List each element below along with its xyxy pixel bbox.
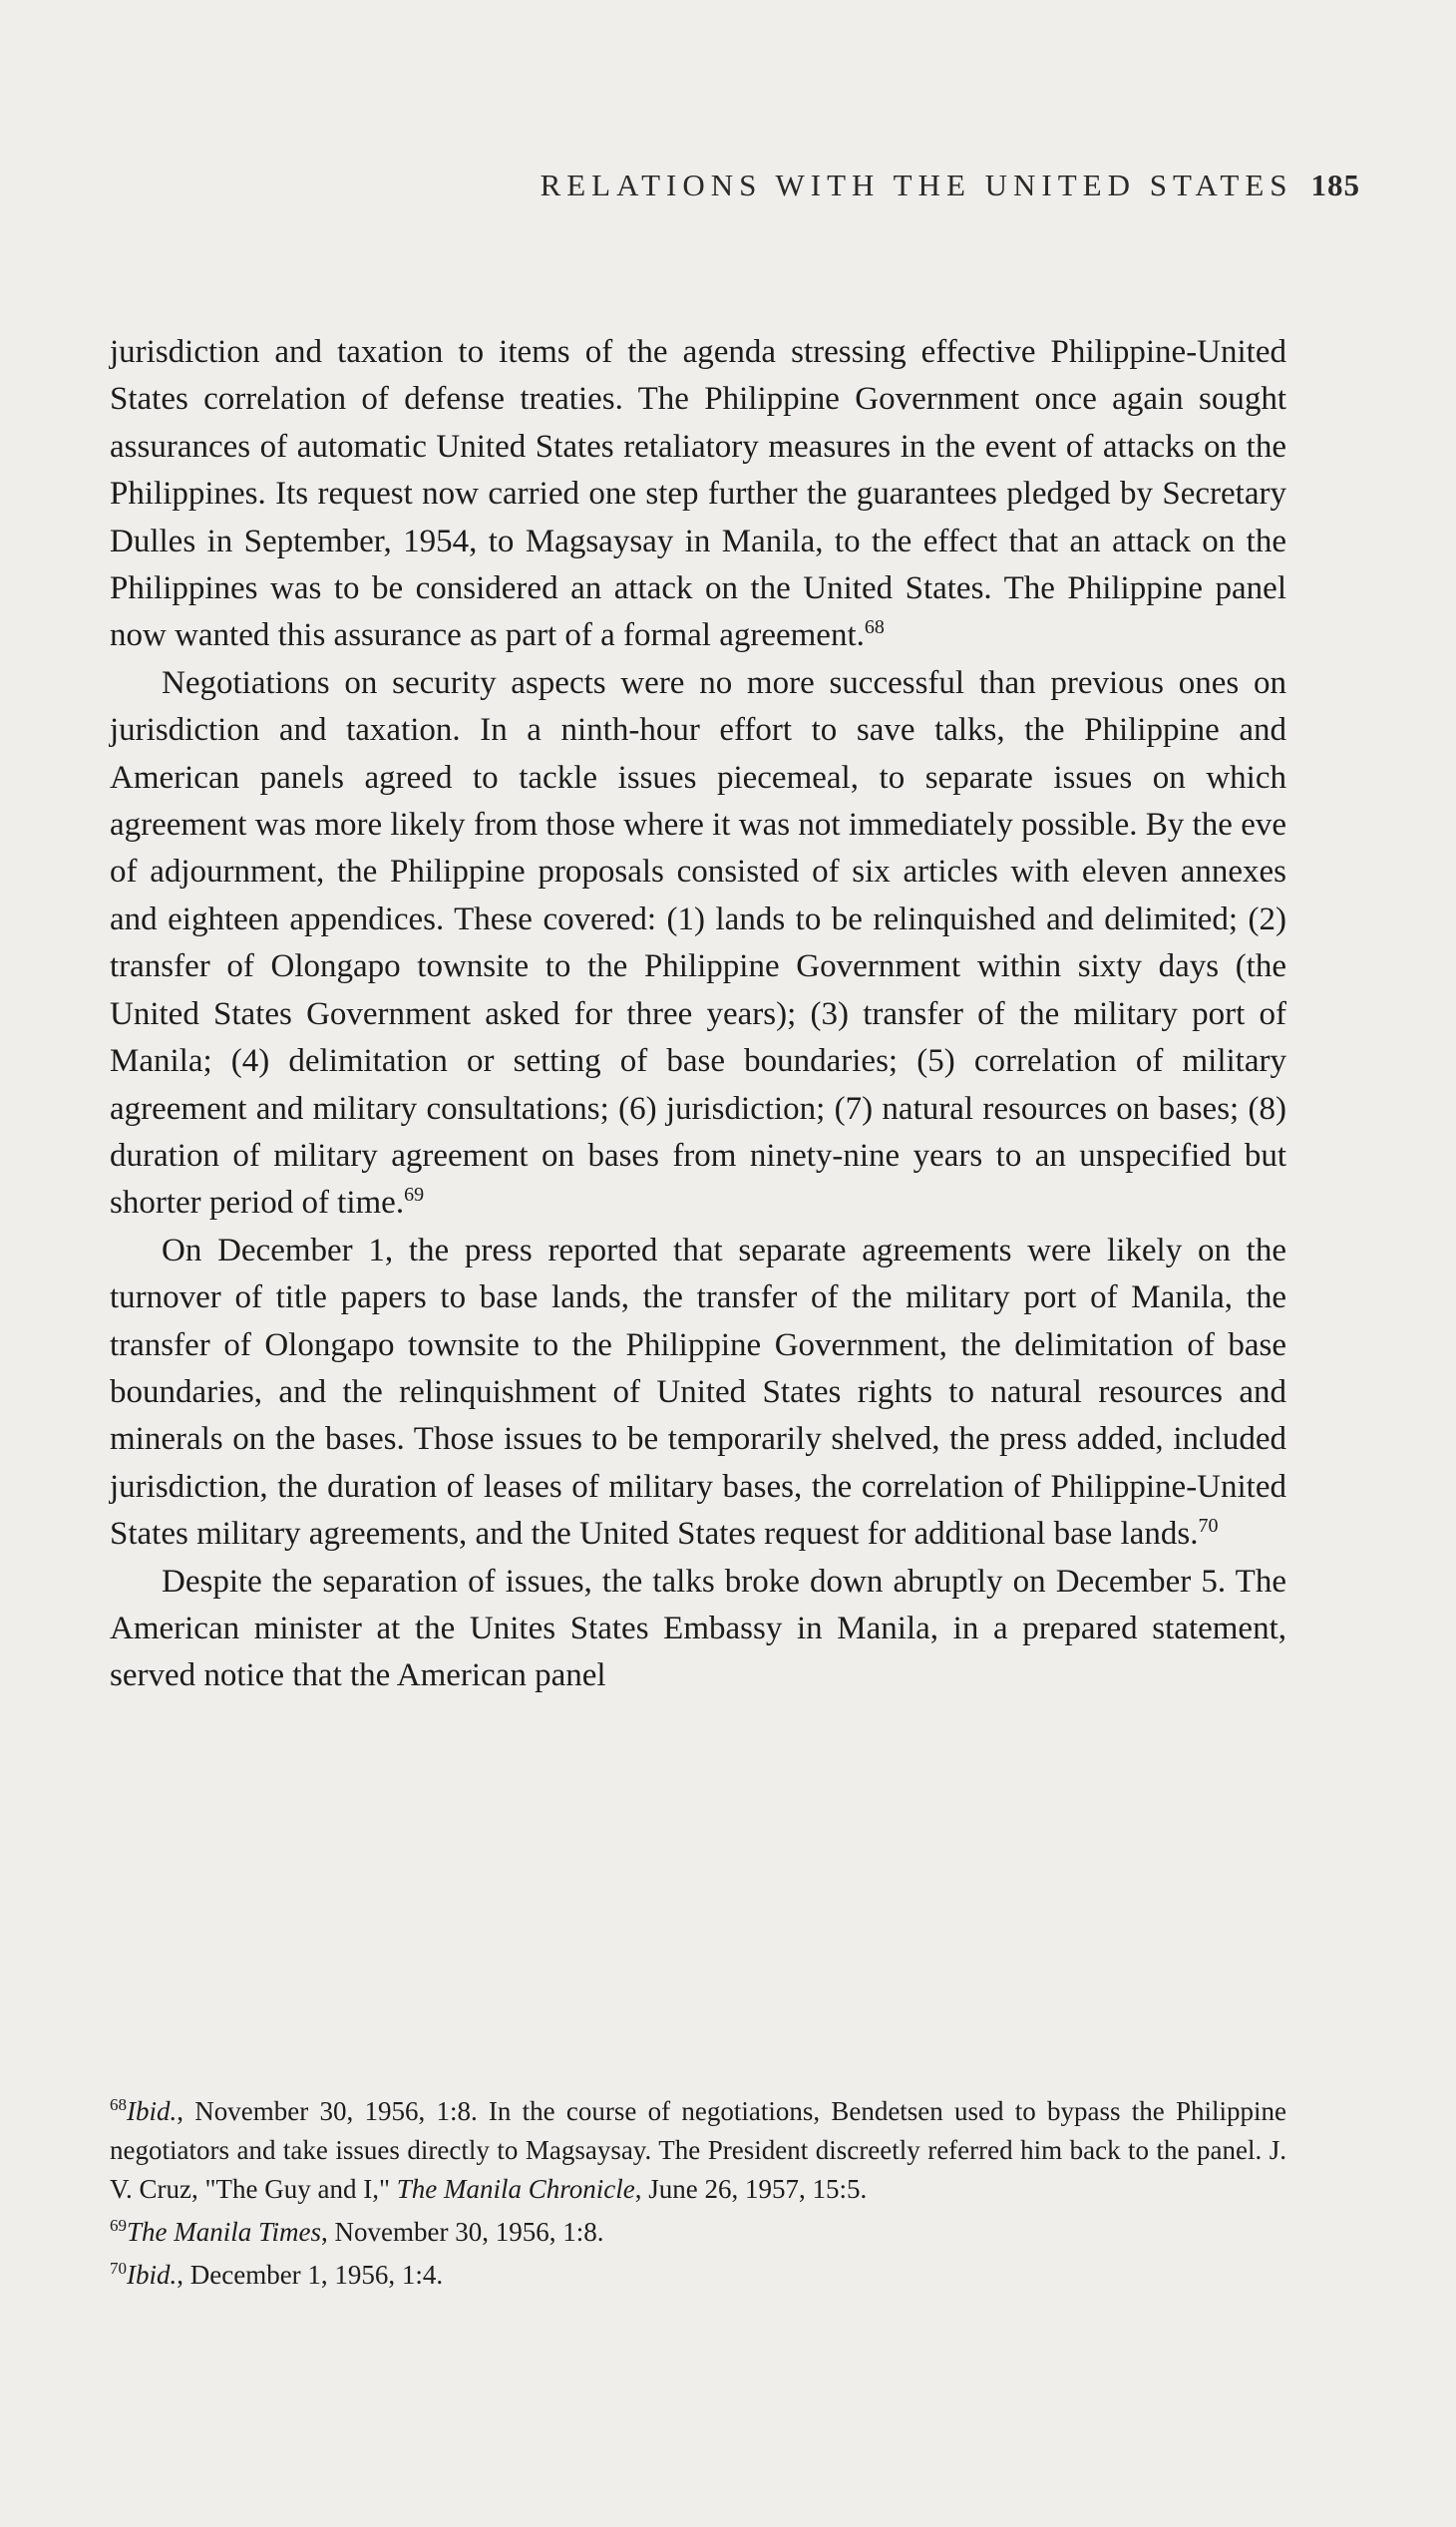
footnote-text-italic: Ibid.	[127, 2260, 178, 2290]
paragraph-2	[110, 660, 1286, 1228]
footnote-text-italic: Ibid.	[127, 2096, 178, 2126]
paragraph-1	[110, 329, 1286, 660]
footnote-text: , November 30, 1956, 1:8.	[321, 2217, 604, 2247]
paragraph-4	[110, 1559, 1286, 1700]
footnote-reference[interactable]: 68	[864, 616, 885, 639]
paragraph-text: Despite the separation of issues, the talks broke down abruptly on December 5. The American minister at the Unites States Embassy in Manila, in a prepared statement, served notice that the American panel	[110, 1563, 1286, 1694]
paragraph-text: Negotiations on security aspects were no more successful than previous ones on jurisdiction and taxation. In a ninth-hour effort to save talks, the Philippine and American panels agreed to tackle issues piecemeal, to separate issues on which agreement was more likely from those where it was not immediately possible. By the eve of adjournment, the Philippine proposals consisted of six articles with eleven annexes and eighteen appendices. These covered: (1) lands to be relinquished and delimited; (2) transfer of Olongapo townsite to the Philippine Government within sixty days (the United States Government asked for three years); (3) transfer of the military port of Manila; (4) delimitation or setting of base boundaries; (5) correlation of military agreement and military consultations; (6) jurisdiction; (7) natural resources on bases; (8) duration of military agreement on bases from ninety-nine years to an unspecified but shorter period of time.	[110, 664, 1286, 1222]
paragraph-text: On December 1, the press reported that separate agreements were likely on the turnover of title papers to base lands, the transfer of the military port of Manila, the transfer of Olongapo townsite to the Philippine Government, the delimitation of base boundaries, and the relinquishment of United States rights to natural resources and minerals on the bases. Those issues to be temporarily shelved, the press added, included jurisdiction, the duration of leases of military bases, the correlation of Philippine-United States military agreements, and the United States request for additional base lands.	[110, 1232, 1286, 1553]
footnote-text: , June 26, 1957, 15:5.	[634, 2174, 868, 2204]
page-number: 185	[1310, 168, 1360, 202]
paragraph-text: jurisdiction and taxation to items of the agenda stressing effective Philippine-United States correlation of defense treaties. The Philippine Government once again sought assurances of automatic United States retaliatory measures in the event of attacks on the Philippines. Its request now carried one step further the guarantees pledged by Secretary Dulles in September, 1954, to Magsaysay in Manila, to the effect that an attack on the Philippines was to be considered an attack on the United States. The Philippine panel now wanted this assurance as part of a formal agreement.	[110, 334, 1286, 654]
body-text	[110, 329, 1286, 1700]
footnote-70	[110, 2256, 1286, 2295]
footnote-text-italic: The Manila Times	[127, 2217, 322, 2247]
footnote-mark: 70	[110, 2259, 127, 2278]
footnote-mark: 68	[110, 2095, 127, 2114]
running-title: RELATIONS WITH THE UNITED STATES	[540, 168, 1293, 202]
footnotes	[110, 2092, 1286, 2299]
running-header	[399, 168, 1360, 203]
footnote-69	[110, 2213, 1286, 2252]
paragraph-3	[110, 1228, 1286, 1559]
footnote-reference[interactable]: 70	[1198, 1515, 1219, 1538]
footnote-text: , December 1, 1956, 1:4.	[177, 2260, 444, 2290]
footnote-text-italic: The Manila Chronicle	[396, 2174, 635, 2204]
footnote-mark: 69	[110, 2216, 127, 2235]
footnote-reference[interactable]: 69	[404, 1184, 425, 1207]
footnote-68	[110, 2092, 1286, 2209]
footnote-text: , November 30, 1956, 1:8. In the course of negotiations, Bendetsen used to bypass the Philippine negotiators and take issues directly to Magsaysay. The President discreetly referred him back to the panel. J. V. Cruz, "The Guy and I,"	[110, 2096, 1286, 2204]
